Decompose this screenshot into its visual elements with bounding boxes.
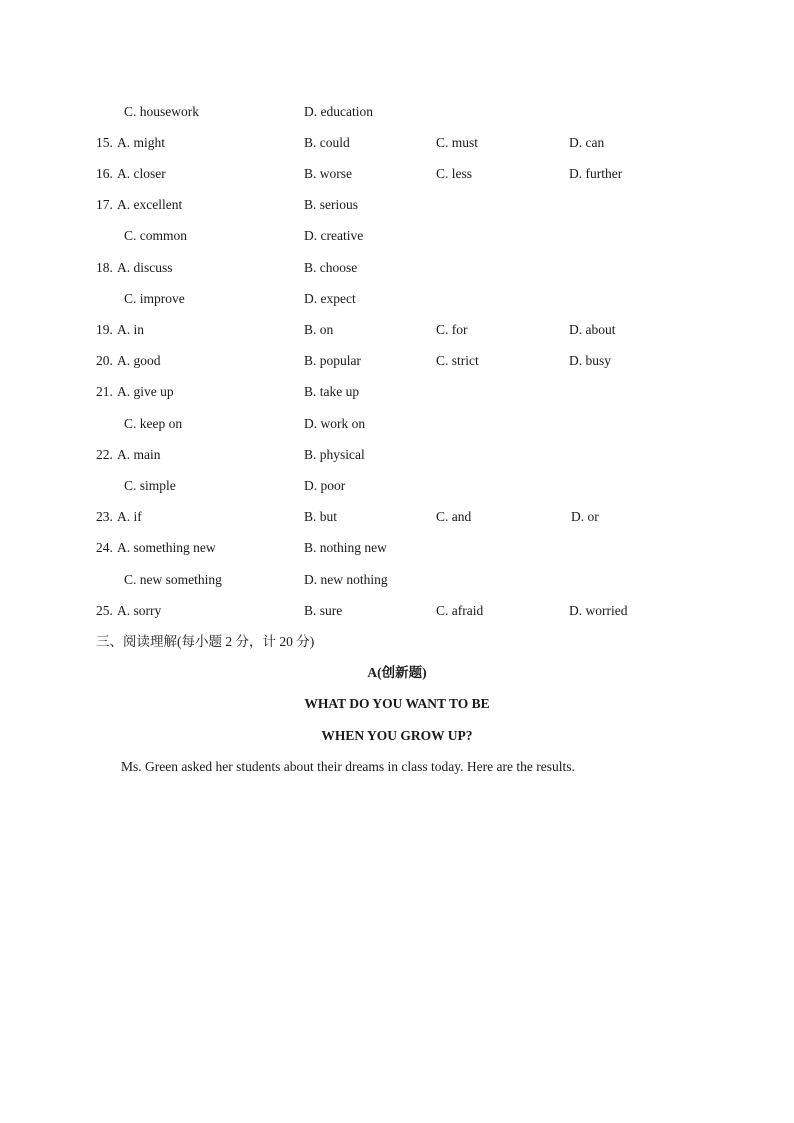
option-b: B. physical — [304, 447, 365, 462]
question-number: 19. — [96, 322, 113, 337]
option-c: C. improve — [124, 291, 185, 306]
question-row-16 — [0, 164, 794, 184]
option-c: C. must — [436, 135, 479, 150]
option-a: A. excellent — [117, 197, 183, 212]
question-number: 18. — [96, 260, 113, 275]
option-a: A. sorry — [117, 603, 162, 618]
option-b: B. but — [304, 509, 338, 524]
option-b: B. serious — [304, 197, 358, 212]
option-row-continuation — [0, 289, 794, 309]
option-row-continuation — [0, 570, 794, 590]
option-a: A. discuss — [117, 260, 173, 275]
option-a: A. if — [117, 509, 142, 524]
option-c: C. keep on — [124, 416, 183, 431]
passage-intro: Ms. Green asked her students about their dreams in class today. Here are the results. — [121, 759, 575, 774]
option-d: D. about — [569, 322, 616, 337]
question-row-24 — [0, 538, 794, 558]
question-number: 21. — [96, 384, 113, 399]
option-row-continuation — [0, 226, 794, 246]
option-d: D. worried — [569, 603, 628, 618]
option-d: D. can — [569, 135, 605, 150]
option-b: B. sure — [304, 603, 343, 618]
option-b: B. on — [304, 322, 334, 337]
question-number: 24. — [96, 540, 113, 555]
option-c: C. afraid — [436, 603, 484, 618]
option-d: D. or — [571, 509, 599, 524]
option-a: A. main — [117, 447, 161, 462]
option-d: D. new nothing — [304, 572, 388, 587]
option-c: C. housework — [124, 104, 199, 119]
question-row-23 — [0, 507, 794, 527]
question-row-21 — [0, 382, 794, 402]
option-c: C. less — [436, 166, 473, 181]
question-number: 15. — [96, 135, 113, 150]
option-d: D. busy — [569, 353, 612, 368]
question-number: 23. — [96, 509, 113, 524]
option-row-continuation — [0, 414, 794, 434]
question-number: 20. — [96, 353, 113, 368]
option-b: B. choose — [304, 260, 358, 275]
option-a: A. might — [117, 135, 166, 150]
option-b: B. nothing new — [304, 540, 387, 555]
option-d: D. work on — [304, 416, 366, 431]
question-number: 22. — [96, 447, 113, 462]
question-row-17 — [0, 195, 794, 215]
option-b: B. take up — [304, 384, 360, 399]
option-c: C. common — [124, 228, 187, 243]
question-number: 16. — [96, 166, 113, 181]
question-row-19 — [0, 320, 794, 340]
question-number: 25. — [96, 603, 113, 618]
option-d: D. expect — [304, 291, 356, 306]
option-c: C. new something — [124, 572, 222, 587]
option-a: A. give up — [117, 384, 174, 399]
option-b: B. could — [304, 135, 350, 150]
passage-label: A(创新题) — [367, 665, 427, 680]
question-row-20 — [0, 351, 794, 371]
option-d: D. education — [304, 104, 373, 119]
passage-title-line-1: WHAT DO YOU WANT TO BE — [304, 696, 490, 711]
option-a: A. closer — [117, 166, 166, 181]
question-row-25 — [0, 601, 794, 621]
option-b: B. worse — [304, 166, 352, 181]
option-c: C. and — [436, 509, 472, 524]
option-c: C. for — [436, 322, 468, 337]
option-a: A. good — [117, 353, 161, 368]
question-row-18 — [0, 258, 794, 278]
section-heading: 三、阅读理解(每小题 2 分，计 20 分) — [96, 634, 315, 649]
question-number: 17. — [96, 197, 113, 212]
question-row-15 — [0, 133, 794, 153]
option-c: C. simple — [124, 478, 176, 493]
passage-title-line-2: WHEN YOU GROW UP? — [321, 728, 473, 743]
option-row-continuation — [0, 102, 794, 122]
option-d: D. poor — [304, 478, 346, 493]
option-d: D. further — [569, 166, 623, 181]
option-c: C. strict — [436, 353, 479, 368]
question-row-22 — [0, 445, 794, 465]
option-row-continuation — [0, 476, 794, 496]
option-a: A. in — [117, 322, 144, 337]
option-d: D. creative — [304, 228, 364, 243]
option-b: B. popular — [304, 353, 361, 368]
option-a: A. something new — [117, 540, 216, 555]
